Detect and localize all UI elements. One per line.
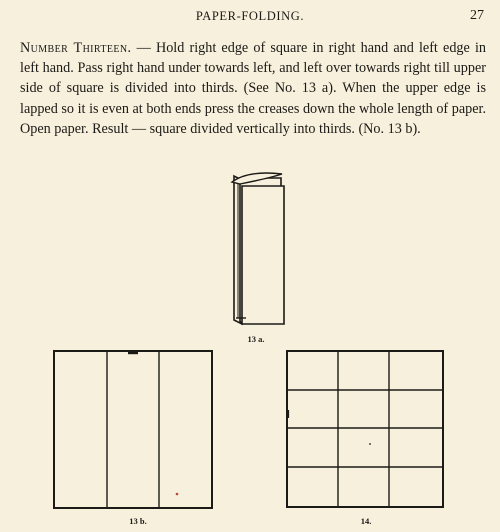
figure-13b — [52, 348, 216, 512]
instruction-paragraph — [20, 38, 486, 139]
page-number: 27 — [470, 8, 484, 23]
caption-14: 14. — [360, 516, 372, 526]
figure-13a — [226, 168, 296, 328]
grid-diagram — [284, 348, 448, 512]
caption-13b: 13 b. — [129, 516, 147, 526]
section-text: — Hold right edge of square in right hand and left edge in left hand. Pass right hand under towards left, and left over towards right till upper side of square is divided into thirds. (See No. 13 a). When the upper edge is lapped so it is even at both ends press the creases down the whole length of paper. Open paper. Result — square divided vertically into thirds. (No. 13 b). — [20, 40, 486, 137]
caption-13a: 13 a. — [247, 334, 265, 344]
thirds-diagram — [52, 348, 216, 512]
folded-paper-illustration — [226, 168, 296, 328]
figure-14 — [284, 348, 448, 512]
section-lead: Number Thirteen. — [20, 40, 132, 56]
running-title: PAPER-FOLDING. — [195, 9, 305, 23]
